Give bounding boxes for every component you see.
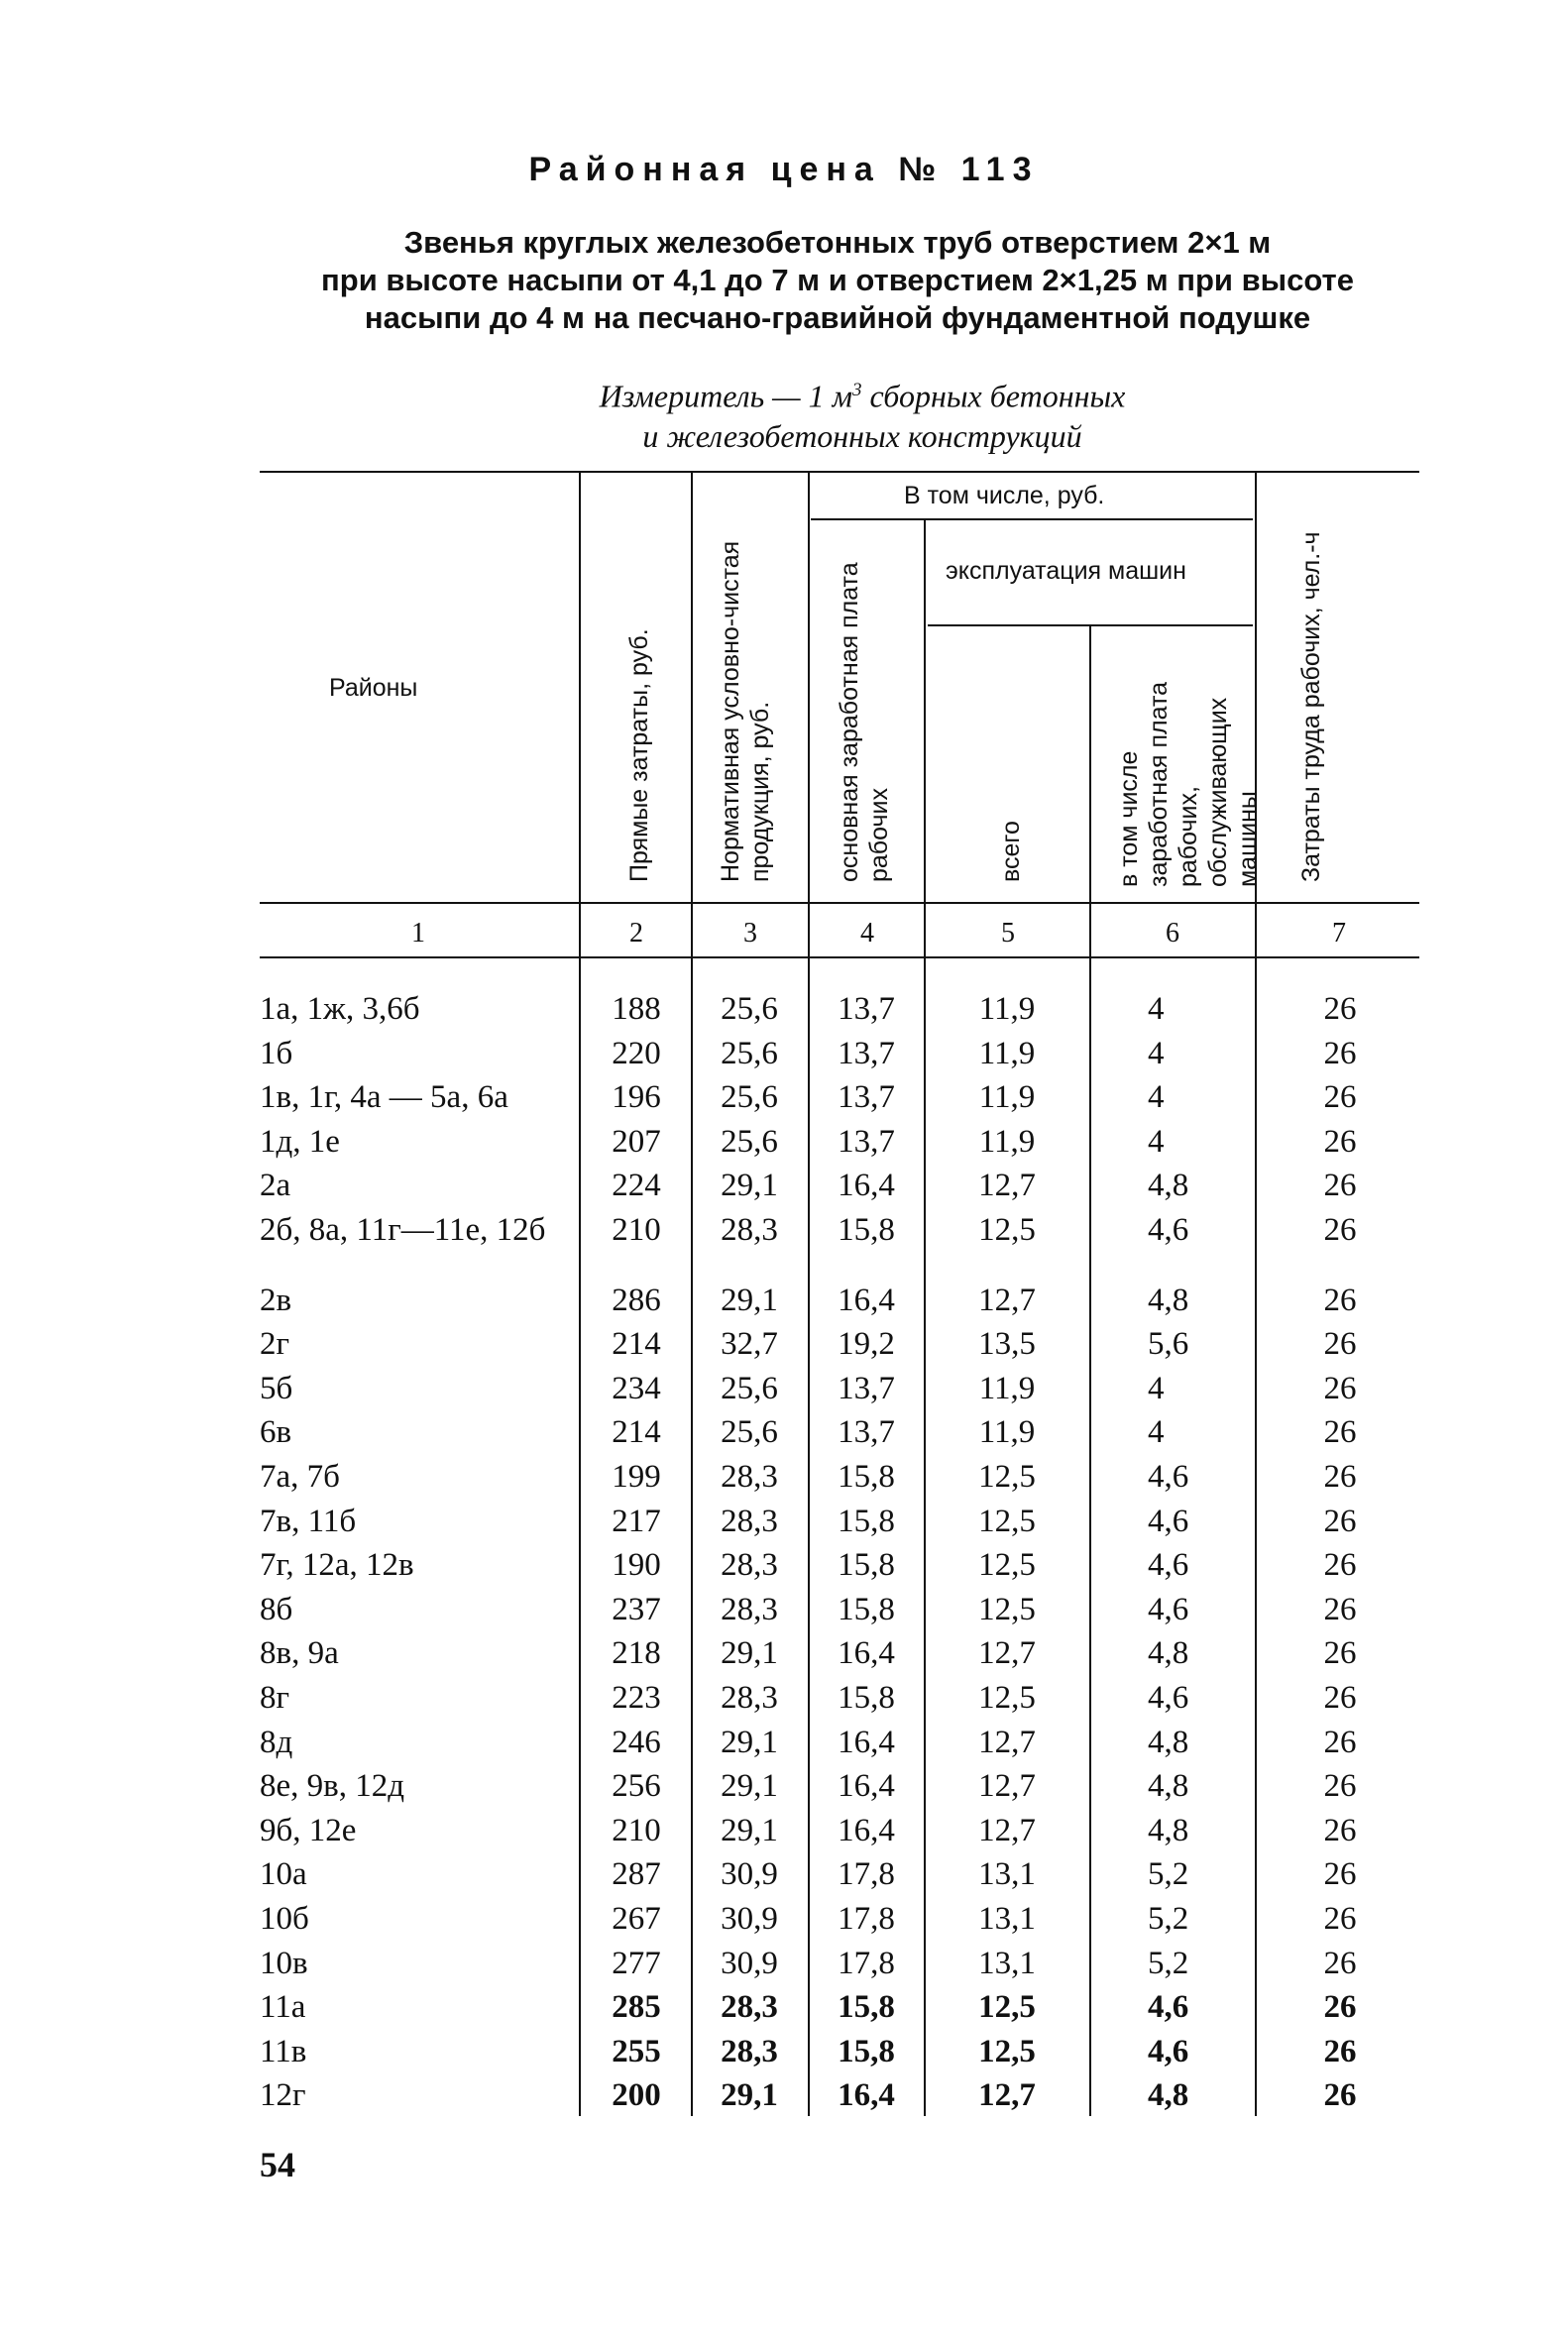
table-top-rule	[260, 471, 1419, 473]
cell-direct-costs: 218	[612, 1635, 661, 1672]
header-rayony: Районы	[329, 674, 418, 702]
cell-labor-costs: 26	[1323, 1768, 1357, 1805]
cell-machines-total: 12,5	[978, 1503, 1036, 1539]
cell-base-wage: 16,4	[838, 1635, 895, 1672]
cell-machines-wage: 4,6	[1148, 1680, 1189, 1716]
header-machine-operation: эксплуатация машин	[946, 557, 1186, 585]
cell-net-product: 25,6	[721, 991, 778, 1027]
cell-net-product: 29,1	[721, 1812, 778, 1848]
cell-machines-wage: 4,6	[1148, 1503, 1189, 1539]
cell-labor-costs: 26	[1323, 1326, 1357, 1363]
cell-direct-costs: 286	[612, 1282, 661, 1318]
cell-net-product: 28,3	[721, 1547, 778, 1584]
cell-machines-total: 12,7	[978, 1812, 1036, 1848]
cell-labor-costs: 26	[1323, 1503, 1357, 1539]
cell-district: 2в	[260, 1282, 292, 1318]
cell-net-product: 29,1	[721, 2077, 778, 2114]
cell-direct-costs: 224	[612, 1168, 661, 1204]
cell-machines-wage: 4,8	[1148, 1724, 1189, 1760]
cell-base-wage: 15,8	[838, 1989, 895, 2026]
header-labor-costs: Затраты труда рабочих, чел.-ч	[1297, 531, 1325, 882]
cell-labor-costs: 26	[1323, 1591, 1357, 1627]
cell-machines-total: 12,5	[978, 1212, 1036, 1248]
cell-machines-total: 11,9	[978, 1079, 1036, 1116]
cell-district: 6в	[260, 1414, 292, 1451]
cell-district: 1д, 1е	[260, 1123, 340, 1160]
cell-base-wage: 13,7	[838, 1035, 895, 1071]
cell-district: 11в	[260, 2033, 307, 2069]
cell-machines-total: 12,7	[978, 1282, 1036, 1318]
cell-machines-total: 11,9	[978, 1123, 1036, 1160]
cell-machines-wage: 4,6	[1148, 2033, 1189, 2069]
cell-machines-total: 12,5	[978, 1680, 1036, 1716]
cell-direct-costs: 199	[612, 1459, 661, 1495]
column-divider	[579, 471, 581, 2116]
cell-machines-wage: 4,8	[1148, 2077, 1189, 2114]
column-number: 3	[743, 918, 757, 949]
cell-net-product: 28,3	[721, 1503, 778, 1539]
page-title: Районная цена № 113	[528, 151, 1040, 188]
cell-labor-costs: 26	[1323, 1724, 1357, 1760]
cell-direct-costs: 256	[612, 1768, 661, 1805]
cell-labor-costs: 26	[1323, 1370, 1357, 1406]
cell-base-wage: 16,4	[838, 2077, 895, 2114]
cell-machines-wage: 5,2	[1148, 1901, 1189, 1937]
cell-base-wage: 17,8	[838, 1901, 895, 1937]
cell-district: 11а	[260, 1989, 306, 2026]
cell-labor-costs: 26	[1323, 1547, 1357, 1584]
cell-direct-costs: 234	[612, 1370, 661, 1406]
cell-direct-costs: 214	[612, 1326, 661, 1363]
page-number: 54	[260, 2145, 295, 2184]
cell-labor-costs: 26	[1323, 1901, 1357, 1937]
cell-base-wage: 19,2	[838, 1326, 895, 1363]
cell-direct-costs: 200	[612, 2077, 661, 2114]
cell-district: 7а, 7б	[260, 1459, 340, 1495]
cell-direct-costs: 214	[612, 1414, 661, 1451]
cell-labor-costs: 26	[1323, 1414, 1357, 1451]
cell-net-product: 25,6	[721, 1079, 778, 1116]
cell-district: 8е, 9в, 12д	[260, 1768, 405, 1805]
cell-base-wage: 17,8	[838, 1945, 895, 1981]
cell-district: 12г	[260, 2077, 306, 2114]
cell-net-product: 25,6	[721, 1035, 778, 1071]
cell-machines-wage: 4,6	[1148, 1989, 1189, 2026]
cell-direct-costs: 207	[612, 1123, 661, 1160]
cell-net-product: 25,6	[721, 1414, 778, 1451]
cell-direct-costs: 210	[612, 1812, 661, 1848]
cell-direct-costs: 285	[612, 1989, 661, 2026]
cell-labor-costs: 26	[1323, 1212, 1357, 1248]
cell-district: 8г	[260, 1680, 290, 1716]
cell-base-wage: 16,4	[838, 1768, 895, 1805]
cell-net-product: 28,3	[721, 1591, 778, 1627]
cell-net-product: 28,3	[721, 1989, 778, 2026]
cell-machines-wage: 4	[1148, 991, 1165, 1027]
column-number: 1	[411, 918, 425, 949]
cell-direct-costs: 220	[612, 1035, 661, 1071]
cell-machines-total: 12,7	[978, 2077, 1036, 2114]
cell-machines-total: 11,9	[978, 1414, 1036, 1451]
subtitle-line: при высоте насыпи от 4,1 до 7 м и отверстием 2×1,25 м при высоте	[321, 263, 1354, 297]
cell-machines-total: 11,9	[978, 991, 1036, 1027]
cell-district: 2г	[260, 1326, 290, 1363]
cell-direct-costs: 267	[612, 1901, 661, 1937]
cell-district: 8д	[260, 1724, 293, 1760]
cell-direct-costs: 246	[612, 1724, 661, 1760]
group-rule	[811, 518, 1253, 520]
cell-machines-total: 13,5	[978, 1326, 1036, 1363]
cell-net-product: 30,9	[721, 1856, 778, 1893]
cell-labor-costs: 26	[1323, 2077, 1357, 2114]
cell-net-product: 25,6	[721, 1123, 778, 1160]
cell-net-product: 32,7	[721, 1326, 778, 1363]
cell-district: 1а, 1ж, 3,6б	[260, 991, 420, 1027]
cell-machines-wage: 4	[1148, 1414, 1165, 1451]
cell-machines-total: 12,7	[978, 1724, 1036, 1760]
cell-district: 10в	[260, 1945, 308, 1981]
cell-net-product: 28,3	[721, 1680, 778, 1716]
cell-machines-total: 13,1	[978, 1945, 1036, 1981]
cell-labor-costs: 26	[1323, 1989, 1357, 2026]
cell-machines-wage: 4,6	[1148, 1459, 1189, 1495]
cell-machines-total: 12,5	[978, 2033, 1036, 2069]
cell-base-wage: 13,7	[838, 1414, 895, 1451]
cell-district: 7в, 11б	[260, 1503, 357, 1539]
column-number: 4	[860, 918, 874, 949]
cell-base-wage: 16,4	[838, 1812, 895, 1848]
cell-labor-costs: 26	[1323, 1812, 1357, 1848]
cell-labor-costs: 26	[1323, 1680, 1357, 1716]
cell-machines-wage: 4,6	[1148, 1591, 1189, 1627]
cell-machines-total: 12,5	[978, 1547, 1036, 1584]
cell-machines-total: 12,5	[978, 1459, 1036, 1495]
cell-machines-wage: 4,8	[1148, 1282, 1189, 1318]
cell-base-wage: 15,8	[838, 1503, 895, 1539]
cell-net-product: 29,1	[721, 1768, 778, 1805]
cell-base-wage: 16,4	[838, 1282, 895, 1318]
subtitle-line: Звенья круглых железобетонных труб отверстием 2×1 м	[403, 225, 1272, 260]
cell-machines-wage: 4,8	[1148, 1812, 1189, 1848]
cell-district: 2а	[260, 1168, 291, 1204]
cell-district: 2б, 8а, 11г—11е, 12б	[260, 1212, 546, 1248]
measure-text: Измеритель — 1 м	[599, 378, 852, 414]
cell-labor-costs: 26	[1323, 1856, 1357, 1893]
cell-machines-total: 13,1	[978, 1856, 1036, 1893]
header-direct-costs: Прямые затраты, руб.	[625, 628, 653, 882]
cell-direct-costs: 277	[612, 1945, 661, 1981]
column-divider	[691, 471, 693, 2116]
cell-base-wage: 17,8	[838, 1856, 895, 1893]
cell-base-wage: 16,4	[838, 1724, 895, 1760]
header-machine-wage: в том числе заработная плата рабочих, обслуживающих машины	[1115, 681, 1262, 887]
cell-base-wage: 15,8	[838, 1459, 895, 1495]
cell-district: 5б	[260, 1370, 293, 1406]
cell-base-wage: 15,8	[838, 1212, 895, 1248]
cell-machines-wage: 4,8	[1148, 1635, 1189, 1672]
header-group-label: В том числе, руб.	[904, 482, 1105, 509]
cell-machines-wage: 4,8	[1148, 1768, 1189, 1805]
cell-labor-costs: 26	[1323, 1123, 1357, 1160]
cell-base-wage: 15,8	[838, 1547, 895, 1584]
cell-district: 7г, 12а, 12в	[260, 1547, 414, 1584]
cell-district: 1в, 1г, 4а — 5а, 6а	[260, 1079, 508, 1116]
cell-labor-costs: 26	[1323, 991, 1357, 1027]
cell-machines-total: 12,7	[978, 1635, 1036, 1672]
cell-district: 8б	[260, 1591, 293, 1627]
cell-machines-total: 12,7	[978, 1768, 1036, 1805]
cell-machines-wage: 5,2	[1148, 1856, 1189, 1893]
cell-machines-wage: 4,6	[1148, 1212, 1189, 1248]
cell-machines-wage: 5,6	[1148, 1326, 1189, 1363]
cell-machines-wage: 4,6	[1148, 1547, 1189, 1584]
column-divider	[924, 518, 926, 2116]
cell-direct-costs: 217	[612, 1503, 661, 1539]
column-divider	[808, 471, 810, 2116]
cell-machines-wage: 4,8	[1148, 1168, 1189, 1204]
cell-base-wage: 16,4	[838, 1168, 895, 1204]
cell-direct-costs: 237	[612, 1591, 661, 1627]
cell-district: 1б	[260, 1035, 293, 1071]
cell-base-wage: 15,8	[838, 2033, 895, 2069]
cell-machines-wage: 4	[1148, 1079, 1165, 1116]
column-number: 7	[1332, 918, 1346, 949]
cell-labor-costs: 26	[1323, 1459, 1357, 1495]
cell-machines-total: 13,1	[978, 1901, 1036, 1937]
cell-machines-total: 12,7	[978, 1168, 1036, 1204]
cell-direct-costs: 196	[612, 1079, 661, 1116]
cell-labor-costs: 26	[1323, 1282, 1357, 1318]
measure-text: и железобетонных конструкций	[642, 417, 1082, 454]
column-number: 6	[1166, 918, 1179, 949]
cell-net-product: 29,1	[721, 1724, 778, 1760]
cell-direct-costs: 210	[612, 1212, 661, 1248]
subtitle	[248, 224, 1427, 337]
cell-net-product: 28,3	[721, 1212, 778, 1248]
cell-machines-total: 12,5	[978, 1591, 1036, 1627]
cell-base-wage: 15,8	[838, 1680, 895, 1716]
cell-direct-costs: 190	[612, 1547, 661, 1584]
cell-district: 8в, 9а	[260, 1635, 339, 1672]
header-total: всего	[997, 821, 1025, 882]
cell-net-product: 30,9	[721, 1901, 778, 1937]
cell-net-product: 29,1	[721, 1635, 778, 1672]
cell-labor-costs: 26	[1323, 1079, 1357, 1116]
cell-district: 10б	[260, 1901, 309, 1937]
cell-direct-costs: 255	[612, 2033, 661, 2069]
cell-base-wage: 13,7	[838, 1370, 895, 1406]
cell-district: 9б, 12е	[260, 1812, 357, 1848]
cell-base-wage: 15,8	[838, 1591, 895, 1627]
measure-text: сборных бетонных	[861, 378, 1126, 414]
cell-net-product: 30,9	[721, 1945, 778, 1981]
header-base-wage: основная заработная плата рабочих	[836, 562, 893, 882]
cell-labor-costs: 26	[1323, 1635, 1357, 1672]
column-number: 5	[1001, 918, 1015, 949]
cell-machines-wage: 4	[1148, 1370, 1165, 1406]
cell-district: 10а	[260, 1856, 307, 1893]
cell-labor-costs: 26	[1323, 1035, 1357, 1071]
subtitle-line: насыпи до 4 м на песчано-гравийной фундаментной подушке	[364, 300, 1311, 335]
cell-net-product: 25,6	[721, 1370, 778, 1406]
cell-direct-costs: 188	[612, 991, 661, 1027]
cell-machines-total: 11,9	[978, 1370, 1036, 1406]
header-net-product: Нормативная условно-чистая продукция, руб.	[717, 540, 774, 882]
cell-direct-costs: 223	[612, 1680, 661, 1716]
cell-machines-wage: 4	[1148, 1035, 1165, 1071]
header-bottom-rule	[260, 902, 1419, 904]
cell-labor-costs: 26	[1323, 1945, 1357, 1981]
cell-base-wage: 13,7	[838, 1123, 895, 1160]
colnum-bottom-rule	[260, 956, 1419, 958]
cell-base-wage: 13,7	[838, 991, 895, 1027]
cell-direct-costs: 287	[612, 1856, 661, 1893]
measure-superscript: 3	[852, 380, 862, 400]
cell-net-product: 29,1	[721, 1282, 778, 1318]
cell-net-product: 28,3	[721, 1459, 778, 1495]
cell-machines-total: 12,5	[978, 1989, 1036, 2026]
cell-machines-total: 11,9	[978, 1035, 1036, 1071]
measurement-unit	[416, 371, 1308, 456]
cell-net-product: 28,3	[721, 2033, 778, 2069]
cell-net-product: 29,1	[721, 1168, 778, 1204]
cell-machines-wage: 4	[1148, 1123, 1165, 1160]
cell-labor-costs: 26	[1323, 2033, 1357, 2069]
cell-base-wage: 13,7	[838, 1079, 895, 1116]
cell-labor-costs: 26	[1323, 1168, 1357, 1204]
column-number: 2	[629, 918, 643, 949]
cell-machines-wage: 5,2	[1148, 1945, 1189, 1981]
